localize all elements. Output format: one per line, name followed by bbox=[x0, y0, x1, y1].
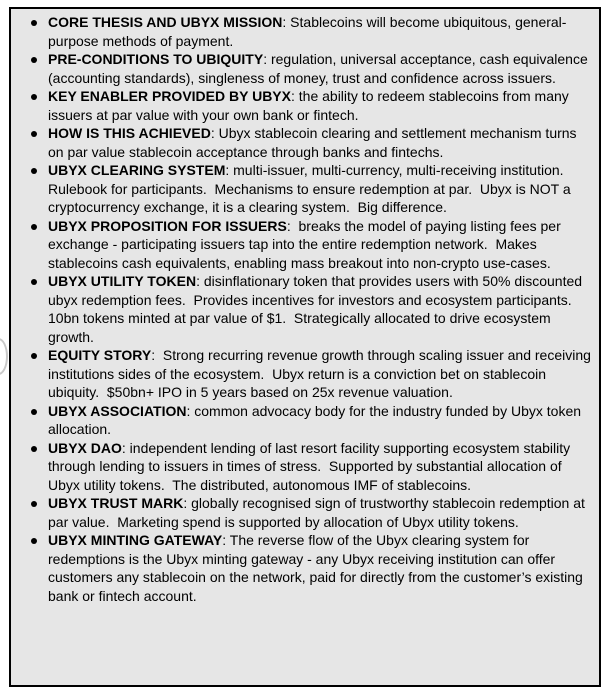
bullet-point-title: UBYX CLEARING SYSTEM bbox=[48, 162, 226, 178]
list-item bbox=[11, 87, 593, 124]
bullet-icon bbox=[31, 131, 37, 137]
bullet-point-text: : disinflationary token that provides users with 50% discounted ubyx redemption fees. Provides incentives for investors and ecosystem participants. 10bn tokens minted at par value of $1. Strategically allocated to drive ecosystem growth. bbox=[48, 273, 586, 345]
bullet-point-content bbox=[48, 13, 593, 50]
bullet-point-title: CORE THESIS AND UBYX MISSION bbox=[48, 14, 283, 30]
bullet-icon bbox=[31, 446, 37, 452]
bullet-point-text: : multi-issuer, multi-currency, multi-receiving institution. Rulebook for participants. Mechanisms to ensure redemption at par. Ubyx is NOT a cryptocurrency exchange, it is a clearing system. Big difference. bbox=[48, 162, 575, 215]
bullet-point-title: PRE-CONDITIONS TO UBIQUITY bbox=[48, 51, 264, 67]
list-item bbox=[11, 124, 593, 161]
bullet-icon bbox=[31, 94, 37, 100]
bullet-icon bbox=[31, 57, 37, 63]
bullet-point-text: : breaks the model of paying listing fees per exchange - participating issuers tap into the entire redemption network. Makes stablecoins cash equivalents, enabling mass breakout into non-crypto use-cases. bbox=[48, 217, 565, 271]
bullet-point-text: : independent lending of last resort facility supporting ecosystem stability through lending to issuers in times of stress. Supported by substantial allocation of Ubyx utility tokens. The distributed, autonomous IMF of stablecoins. bbox=[48, 439, 575, 493]
list-item bbox=[11, 439, 593, 495]
bullet-point-content bbox=[48, 87, 593, 124]
bullet-point-title: UBYX TRUST MARK bbox=[48, 495, 184, 511]
bullet-point-title: KEY ENABLER PROVIDED BY UBYX bbox=[48, 88, 291, 104]
bullet-point-content bbox=[48, 439, 593, 495]
bullet-point-text: : Ubyx stablecoin clearing and settlement mechanism turns on par value stablecoin acceptance through banks and fintechs. bbox=[48, 125, 581, 160]
list-item bbox=[11, 494, 593, 531]
left-edge-artifact bbox=[0, 338, 8, 375]
bullet-icon bbox=[31, 224, 37, 230]
bullet-point-title: UBYX PROPOSITION FOR ISSUERS bbox=[48, 217, 287, 234]
document-text-box bbox=[9, 7, 601, 687]
bullet-point-content bbox=[48, 272, 593, 346]
list-item bbox=[11, 13, 593, 50]
list-item bbox=[11, 346, 593, 402]
bullet-point-content bbox=[48, 531, 593, 605]
bullet-icon bbox=[31, 279, 37, 285]
bullet-point-text: : globally recognised sign of trustworthy stablecoin redemption at par value. Marketing spend is supported by allocation of Ubyx utility tokens. bbox=[48, 495, 589, 530]
bullet-point-content bbox=[48, 217, 593, 273]
bullet-point-content bbox=[48, 124, 593, 161]
bullet-point-title: UBYX MINTING GATEWAY bbox=[48, 532, 223, 548]
bullet-point-title: UBYX UTILITY TOKEN bbox=[48, 273, 197, 289]
bullet-icon bbox=[31, 538, 37, 544]
list-item bbox=[11, 402, 593, 439]
bullet-point-text: : The reverse flow of the Ubyx clearing system for redemptions is the Ubyx minting gateway - any Ubyx receiving institution can offer customers any stablecoin on the network, paid for directly from the customer’s existing bank or fintech account. bbox=[48, 532, 587, 604]
bullet-icon bbox=[31, 20, 37, 26]
bullet-point-title: HOW IS THIS ACHIEVED bbox=[48, 125, 211, 141]
bullet-point-title: UBYX ASSOCIATION bbox=[48, 402, 187, 419]
bullet-point-text: : Stablecoins will become ubiquitous, general-purpose methods of payment. bbox=[48, 14, 567, 49]
list-item bbox=[11, 161, 593, 217]
bullet-point-content bbox=[48, 346, 593, 402]
bullet-point-text: : Strong recurring revenue growth through scaling issuer and receiving institutions sides of the ecosystem. Ubyx return is a conviction bet on stablecoin ubiquity. $50bn+ IPO in 5 years based on 25x revenue valuation. bbox=[48, 347, 595, 400]
bullet-point-content bbox=[48, 161, 593, 217]
bullet-point-content bbox=[48, 402, 593, 439]
bullet-point-content bbox=[48, 494, 593, 531]
bullet-icon bbox=[31, 501, 37, 507]
bullet-point-text: : the ability to redeem stablecoins from many issuers at par value with your own bank or fintech. bbox=[48, 88, 573, 123]
list-item bbox=[11, 272, 593, 346]
list-item bbox=[11, 217, 593, 273]
list-item bbox=[11, 50, 593, 87]
bullet-icon bbox=[31, 409, 37, 415]
list-item bbox=[11, 531, 593, 605]
bullet-point-text: : common advocacy body for the industry funded by Ubyx token allocation. bbox=[48, 402, 585, 437]
bullet-point-title: UBYX DAO bbox=[48, 439, 122, 456]
bullet-icon bbox=[31, 168, 37, 174]
bullet-point-content bbox=[48, 50, 593, 87]
bullet-point-title: EQUITY STORY bbox=[48, 347, 152, 363]
bullet-point-text: : regulation, universal acceptance, cash equivalence (accounting standards), singleness of money, trust and confidence across issuers. bbox=[48, 51, 592, 86]
bullet-list bbox=[11, 9, 599, 605]
bullet-icon bbox=[31, 353, 37, 359]
